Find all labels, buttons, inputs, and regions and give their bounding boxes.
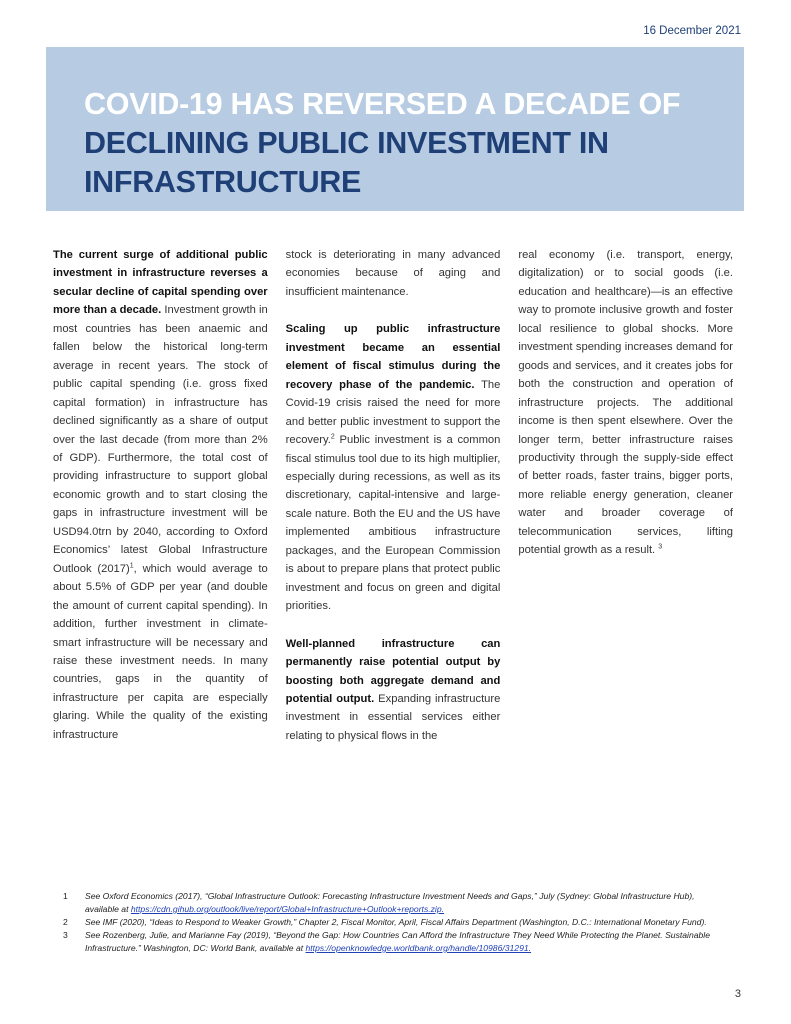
- footnote-ref[interactable]: 1: [129, 561, 134, 569]
- lead-sentence: The current surge of additional public investment in infrastructure reverses a secular decline of capital spending over more than a decade.: [53, 249, 268, 317]
- footnote: [63, 929, 723, 955]
- footnotes: [63, 890, 723, 955]
- page-title: [84, 85, 724, 202]
- paragraph-text: Investment growth in most countries has been anaemic and fallen below the historical long-term average in recent years. The stock of public capital spending (i.e. gross fixed capital formation) in infrastructure has declined significantly as a share of output over the last decade (from more than 2% of GDP). Furthermore, the total cost of providing infrastructure to support global economic growth and to start closing the gaps in infrastructure investment will be USD94.0trn by 2040, according to Oxford Economics’ latest Global Infrastructure Outlook (2017): [53, 304, 268, 575]
- column-2: [286, 246, 501, 764]
- title-banner: [46, 47, 744, 211]
- paragraph: [286, 635, 501, 746]
- footnote-link[interactable]: https://openknowledge.worldbank.org/handle/10986/31291.: [305, 943, 532, 953]
- paragraph: [53, 246, 268, 744]
- paragraph: [286, 320, 501, 615]
- column-1: [53, 246, 268, 764]
- paragraph-text: stock is deteriorating in many advanced economies because of aging and insufficient maintenance.: [285, 249, 501, 298]
- footnote-body: See Rozenberg, Julie, and Marianne Fay (2019), “Beyond the Gap: How Countries Can Afford the Infrastructure They Need While Protecting the Planet. Sustainable Infrastructure.” Washington, DC: World Bank, available at: [85, 930, 710, 953]
- title-line-1: COVID-19 HAS REVERSED A DECADE OF: [84, 87, 681, 121]
- page-number: 3: [734, 988, 741, 1000]
- footnote: [63, 916, 723, 929]
- footnote-number: 1: [63, 891, 68, 901]
- footnote-text: [85, 929, 723, 955]
- footnote-number: 2: [63, 917, 68, 927]
- paragraph-text: , which would average to about 5.5% of GDP per year (and double the amount of current capital spending). In addition, further investment in climate-smart infrastructure will be necessary and raise these investment needs. In many countries, gaps in the quantity of infrastructure per capita are especially glaring. While the quality of the existing infrastructure: [53, 562, 268, 741]
- footnote-text: [85, 916, 723, 929]
- footnote-body: See IMF (2020), “Ideas to Respond to Weaker Growth,” Chapter 2, Fiscal Monitor, April, Fiscal Affairs Department (Washington, D.C.: International Monetary Fund).: [85, 917, 707, 927]
- footnote-body: See Oxford Economics (2017), “Global Infrastructure Outlook: Forecasting Infrastructure Investment Needs and Gaps,” July (Sydney: Global Infrastructure Hub), available at: [85, 891, 695, 914]
- report-date: 16 December 2021: [643, 25, 741, 37]
- title-line-2: DECLINING PUBLIC INVESTMENT IN INFRASTRUCTURE: [84, 126, 609, 199]
- body-columns: [53, 246, 733, 764]
- column-3: [518, 246, 733, 764]
- paragraph-text: real economy (i.e. transport, energy, digitalization) or to social goods (i.e. education and healthcare)—is an effective way to promote inclusive growth and foster local resilience to global shocks. More investment spending increases demand for goods and services, and it creates jobs for both the construction and operation of infrastructure projects. The additional income is then spent elsewhere. Over the longer term, better infrastructure raises productivity through the supply-side effect of better roads, faster trains, bigger ports, more reliable energy generation, cleaner water and broader coverage of telecommunication services, lifting potential growth as a result.: [518, 249, 734, 557]
- lead-sentence: Scaling up public infrastructure investment became an essential element of fiscal stimulus during the recovery phase of the pandemic.: [285, 323, 501, 391]
- paragraph-text: The Covid-19 crisis raised the need for more and better public investment to support the recovery.: [285, 378, 501, 447]
- footnote-number: 3: [63, 930, 68, 940]
- paragraph: [518, 246, 733, 560]
- paragraph-text: Expanding infrastructure investment in essential services either relating to physical flows in the: [285, 692, 501, 742]
- lead-sentence: Well-planned infrastructure can permanently raise potential output by boosting both aggregate demand and potential output.: [285, 637, 501, 705]
- footnote-ref[interactable]: 3: [658, 543, 663, 551]
- paragraph: [286, 246, 501, 301]
- footnote-ref[interactable]: 2: [330, 433, 335, 441]
- paragraph-text: Public investment is a common fiscal stimulus tool due to its high multiplier, especially during recessions, as well as its discretionary, capital-intensive and large-scale nature. Both the EU and the US have implemented ambitious infrastructure packages, and the European Commission is about to prepare plans that protect public investment and focus on green and digital priorities.: [285, 434, 501, 613]
- footnote-link[interactable]: https://cdn.gihub.org/outlook/live/report/Global+Infrastructure+Outlook+reports.zip.: [130, 904, 445, 914]
- footnote-text: [85, 890, 723, 916]
- footnote: [63, 890, 723, 916]
